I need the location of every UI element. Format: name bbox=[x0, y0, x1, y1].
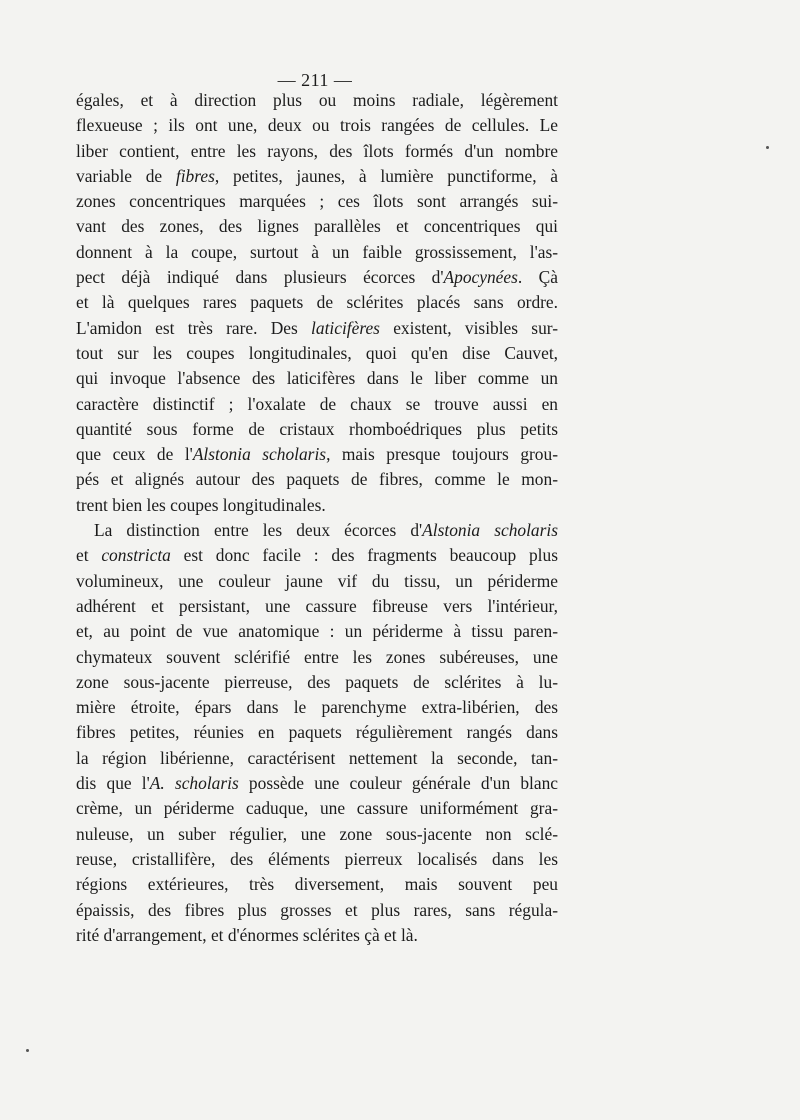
text-run: pés et alignés autour des paquets de fibres, comme le mon- bbox=[76, 469, 558, 490]
text-run: , petites, jaunes, à lumière punctiforme, à bbox=[214, 165, 558, 186]
text-line bbox=[76, 417, 558, 442]
italic-term: Alstonia scholaris bbox=[192, 444, 327, 465]
text-line bbox=[76, 88, 558, 113]
text-run: reuse, cristallifère, des éléments pierreux localisés dans les bbox=[76, 848, 558, 869]
text-run: . Çà bbox=[517, 267, 559, 288]
text-run: régions extérieures, très diversement, mais souvent peu bbox=[76, 874, 558, 895]
paragraph bbox=[76, 518, 558, 948]
italic-term: fibres bbox=[175, 165, 215, 186]
text-line bbox=[76, 796, 558, 821]
italic-term: constricta bbox=[101, 545, 171, 566]
italic-term: laticifères bbox=[311, 317, 380, 338]
text-run: pect déjà indiqué dans plusieurs écorces d' bbox=[76, 267, 444, 288]
page-number: — 211 — bbox=[277, 70, 353, 90]
text-line bbox=[76, 290, 558, 315]
text-line bbox=[76, 240, 558, 265]
text-line bbox=[76, 543, 558, 568]
text-run: quantité sous forme de cristaux rhomboédriques plus petits bbox=[76, 418, 558, 439]
text-run: caractère distinctif ; l'oxalate de chaux se trouve aussi en bbox=[76, 393, 558, 414]
text-line bbox=[76, 569, 558, 594]
text-line bbox=[76, 923, 558, 948]
text-run: nuleuse, un suber régulier, une zone sous-jacente non sclé- bbox=[76, 823, 558, 844]
text-run: et là quelques rares paquets de sclérites placés sans ordre. bbox=[76, 292, 558, 313]
italic-term: Alstonia scholaris bbox=[422, 520, 558, 541]
text-line bbox=[76, 493, 558, 518]
text-line bbox=[76, 189, 558, 214]
text-run: , mais presque toujours grou- bbox=[326, 444, 558, 465]
italic-term: Apocynées bbox=[443, 267, 518, 288]
text-line bbox=[76, 467, 558, 492]
text-run: liber contient, entre les rayons, des îlots formés d'un nombre bbox=[76, 140, 558, 161]
scan-speck bbox=[26, 1049, 29, 1052]
text-run: que ceux de l' bbox=[76, 444, 193, 465]
text-run: la région libérienne, caractérisent nettement la seconde, tan- bbox=[76, 747, 558, 768]
text-run: zone sous-jacente pierreuse, des paquets de sclérites à lu- bbox=[76, 671, 558, 692]
italic-term: A. scholaris bbox=[149, 773, 239, 794]
text-run: et, au point de vue anatomique : un périderme à tissu paren- bbox=[76, 621, 558, 642]
text-line bbox=[76, 442, 558, 467]
text-run: est donc facile : des fragments beaucoup plus bbox=[170, 545, 558, 566]
text-line bbox=[76, 518, 558, 543]
text-run: crème, un périderme caduque, une cassure uniformément gra- bbox=[76, 798, 558, 819]
text-line bbox=[76, 695, 558, 720]
scan-speck bbox=[766, 146, 769, 149]
text-run: vant des zones, des lignes parallèles et concentriques qui bbox=[76, 216, 558, 237]
text-run: adhérent et persistant, une cassure fibreuse vers l'intérieur, bbox=[76, 595, 558, 616]
text-line bbox=[76, 392, 558, 417]
text-run: L'amidon est très rare. Des bbox=[76, 317, 312, 338]
text-line bbox=[76, 113, 558, 138]
text-line bbox=[76, 619, 558, 644]
paragraph bbox=[76, 88, 558, 518]
text-line bbox=[76, 847, 558, 872]
text-line bbox=[76, 214, 558, 239]
text-line bbox=[76, 822, 558, 847]
text-line bbox=[76, 265, 558, 290]
text-line bbox=[76, 720, 558, 745]
text-line bbox=[76, 670, 558, 695]
text-run: chymateux souvent sclérifié entre les zones subéreuses, une bbox=[76, 646, 558, 667]
text-run: fibres petites, réunies en paquets régulièrement rangés dans bbox=[76, 722, 558, 743]
text-run: tout sur les coupes longitudinales, quoi qu'en dise Cauvet, bbox=[76, 342, 558, 363]
text-run: existent, visibles sur- bbox=[379, 317, 558, 338]
text-line bbox=[76, 594, 558, 619]
text-line bbox=[76, 771, 558, 796]
text-line bbox=[76, 366, 558, 391]
text-run: trent bien les coupes longitudinales. bbox=[76, 494, 326, 515]
body-text bbox=[76, 88, 558, 948]
text-run: volumineux, une couleur jaune vif du tissu, un périderme bbox=[76, 570, 558, 591]
text-run: possède une couleur générale d'un blanc bbox=[238, 773, 559, 794]
text-line bbox=[76, 316, 558, 341]
text-run: donnent à la coupe, surtout à un faible grossissement, l'as- bbox=[76, 241, 558, 262]
text-run: dis que l' bbox=[76, 773, 150, 794]
text-run: variable de bbox=[76, 165, 176, 186]
text-line bbox=[76, 645, 558, 670]
text-run: égales, et à direction plus ou moins radiale, légèrement bbox=[76, 90, 558, 110]
text-line bbox=[76, 746, 558, 771]
text-run: rité d'arrangement, et d'énormes sclérites çà et là. bbox=[76, 924, 418, 945]
text-run: et bbox=[76, 545, 102, 566]
text-line bbox=[76, 139, 558, 164]
text-run: La distinction entre les deux écorces d' bbox=[94, 520, 423, 541]
text-line bbox=[76, 164, 558, 189]
text-run: épaissis, des fibres plus grosses et plus rares, sans régula- bbox=[76, 899, 558, 920]
text-run: zones concentriques marquées ; ces îlots sont arrangés sui- bbox=[76, 191, 558, 212]
text-run: mière étroite, épars dans le parenchyme extra-libérien, des bbox=[76, 697, 558, 718]
text-run: qui invoque l'absence des laticifères dans le liber comme un bbox=[76, 368, 558, 389]
text-line bbox=[76, 898, 558, 923]
text-line bbox=[76, 341, 558, 366]
text-run: flexueuse ; ils ont une, deux ou trois rangées de cellules. Le bbox=[76, 115, 558, 136]
text-line bbox=[76, 872, 558, 897]
